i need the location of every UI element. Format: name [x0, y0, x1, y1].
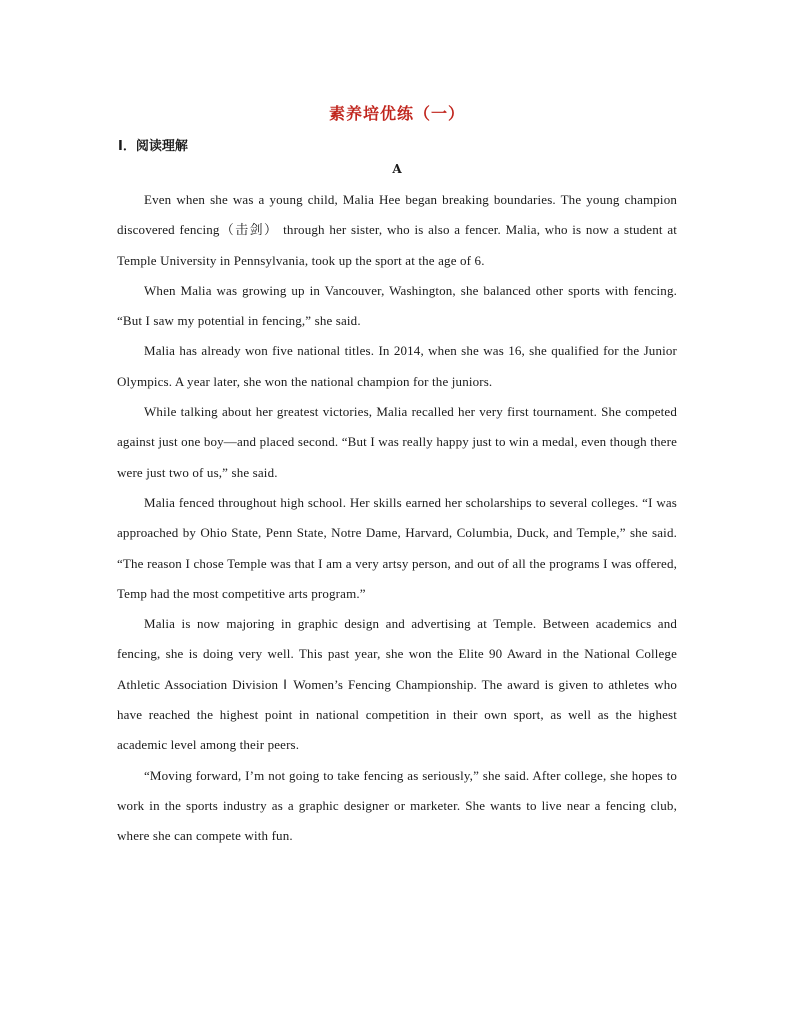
paragraph-3: Malia has already won five national titles. In 2014, when she was 16, she qualified for the Junior Olympics. A year later, she won the national champion for the juniors.	[117, 343, 677, 389]
paragraph-6: Malia is now majoring in graphic design and advertising at Temple. Between academics and fencing, she is doing very well. This past year, she won the Elite 90 Award in the National College Athletic Association Division Ⅰ Women’s Fencing Championship. The award is given to athletes who have reached the highest point in national competition in their own sport, as well as the highest academic level among their peers.	[117, 616, 677, 753]
paragraph-4: While talking about her greatest victories, Malia recalled her very first tournament. She competed against just one boy—and placed second. “But I was really happy just to win a medal, even though there were just two of us,” she said.	[117, 404, 677, 480]
section-heading: Ⅰ．阅读理解	[118, 139, 188, 154]
paragraph-7: “Moving forward, I’m not going to take fencing as seriously,” she said. After college, she hopes to work in the sports industry as a graphic designer or marketer. She wants to live near a fencing club, where she can compete with fun.	[117, 767, 677, 844]
passage-label: A	[392, 162, 402, 176]
paragraph-5: Malia fenced throughout high school. Her skills earned her scholarships to several colleges. “I was approached by Ohio State, Penn State, Notre Dame, Harvard, Columbia, Duck, and Temple,” she said. “The reason I chose Temple was that I am a very artsy person, and out of all the programs I was offered, Temp had the most competitive arts program.”	[117, 494, 677, 601]
document-title: 素养培优练（一）	[328, 104, 465, 123]
passage-body	[117, 185, 677, 852]
paragraph-1: Even when she was a young child, Malia Hee began breaking boundaries. The young champion discovered fencing（击剑） through her sister, who is also a fencer. Malia, who is now a student at Temple University in Pennsylvania, took up the sport at the age of 6.	[117, 192, 677, 268]
paragraph-2: When Malia was growing up in Vancouver, Washington, she balanced other sports with fencing. “But I saw my potential in fencing,” she said.	[117, 282, 677, 329]
